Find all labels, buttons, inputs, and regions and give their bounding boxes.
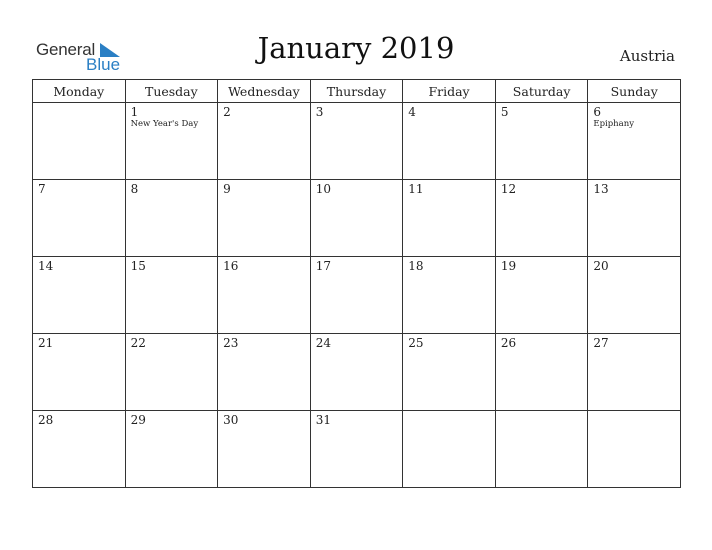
day-number: 20 <box>593 259 609 273</box>
day-number: 7 <box>38 182 46 196</box>
calendar-day-cell <box>310 334 403 411</box>
calendar-day-cell <box>495 103 588 180</box>
logo-text-blue: Blue <box>86 55 121 74</box>
weekday-header: Wednesday <box>218 80 311 103</box>
calendar-day-cell <box>218 334 311 411</box>
calendar-day-cell <box>495 257 588 334</box>
calendar-day-cell <box>310 103 403 180</box>
weekday-header: Monday <box>33 80 126 103</box>
calendar-weeks <box>33 103 681 488</box>
calendar-day-cell <box>588 334 681 411</box>
day-number: 14 <box>38 259 54 273</box>
calendar-day-cell <box>310 180 403 257</box>
day-number: 9 <box>223 182 231 196</box>
day-number: 1 <box>130 105 139 119</box>
day-number: 8 <box>130 182 139 196</box>
calendar-day-cell <box>588 103 681 180</box>
day-number: 5 <box>500 105 509 119</box>
day-number: 28 <box>38 413 54 427</box>
day-number: 6 <box>593 105 602 119</box>
day-number: 23 <box>223 336 239 350</box>
calendar-day-cell <box>403 103 496 180</box>
day-number: 13 <box>593 182 609 196</box>
calendar-day-cell <box>33 257 126 334</box>
day-number: 16 <box>223 259 239 273</box>
weekday-header-row <box>33 80 681 103</box>
day-number: 2 <box>223 105 231 119</box>
day-number: 31 <box>315 413 331 427</box>
calendar-day-cell <box>218 180 311 257</box>
calendar-day-cell <box>403 411 496 488</box>
calendar-day-cell <box>588 411 681 488</box>
logo-text-general: General <box>36 40 96 59</box>
weekday-header: Sunday <box>588 80 681 103</box>
calendar-day-cell <box>125 103 218 180</box>
calendar-week-row <box>33 334 681 411</box>
day-number: 22 <box>130 336 146 350</box>
holiday-label: New Year's Day <box>130 119 199 129</box>
weekday-header: Thursday <box>310 80 403 103</box>
weekday-header: Tuesday <box>125 80 218 103</box>
calendar-day-cell <box>218 103 311 180</box>
calendar-title: January 2019 <box>257 31 455 65</box>
day-number: 24 <box>315 336 331 350</box>
calendar-day-cell <box>33 103 126 180</box>
calendar-day-cell <box>495 180 588 257</box>
calendar-day-cell <box>125 411 218 488</box>
day-number: 12 <box>500 182 517 196</box>
weekday-header: Saturday <box>495 80 588 103</box>
holiday-label: Epiphany <box>593 119 634 129</box>
calendar-day-cell <box>310 257 403 334</box>
calendar-day-cell <box>33 180 126 257</box>
calendar-day-cell <box>495 411 588 488</box>
day-number: 29 <box>130 413 146 427</box>
day-number: 17 <box>315 259 331 273</box>
day-number: 27 <box>593 336 609 350</box>
day-number: 11 <box>408 182 424 196</box>
day-number: 19 <box>500 259 517 273</box>
country-label: Austria <box>619 47 675 65</box>
weekday-header: Friday <box>403 80 496 103</box>
calendar-day-cell <box>33 411 126 488</box>
calendar-day-cell <box>218 411 311 488</box>
calendar-day-cell <box>125 334 218 411</box>
calendar-day-cell <box>588 257 681 334</box>
day-number: 15 <box>130 259 146 273</box>
calendar-day-cell <box>403 180 496 257</box>
calendar-day-cell <box>33 334 126 411</box>
calendar-week-row <box>33 411 681 488</box>
calendar-day-cell <box>218 257 311 334</box>
calendar-week-row <box>33 257 681 334</box>
day-number: 10 <box>315 182 331 196</box>
calendar-grid <box>32 79 681 488</box>
calendar-day-cell <box>125 180 218 257</box>
calendar-day-cell <box>125 257 218 334</box>
day-number: 25 <box>408 336 424 350</box>
calendar-day-cell <box>588 180 681 257</box>
day-number: 26 <box>500 336 517 350</box>
calendar-week-row <box>33 103 681 180</box>
day-number: 18 <box>408 259 424 273</box>
day-number: 30 <box>223 413 239 427</box>
calendar-day-cell <box>310 411 403 488</box>
calendar-week-row <box>33 180 681 257</box>
day-number: 4 <box>408 105 416 119</box>
calendar-day-cell <box>403 334 496 411</box>
day-number: 3 <box>315 105 324 119</box>
day-number: 21 <box>38 336 54 350</box>
calendar-day-cell <box>403 257 496 334</box>
calendar-day-cell <box>495 334 588 411</box>
